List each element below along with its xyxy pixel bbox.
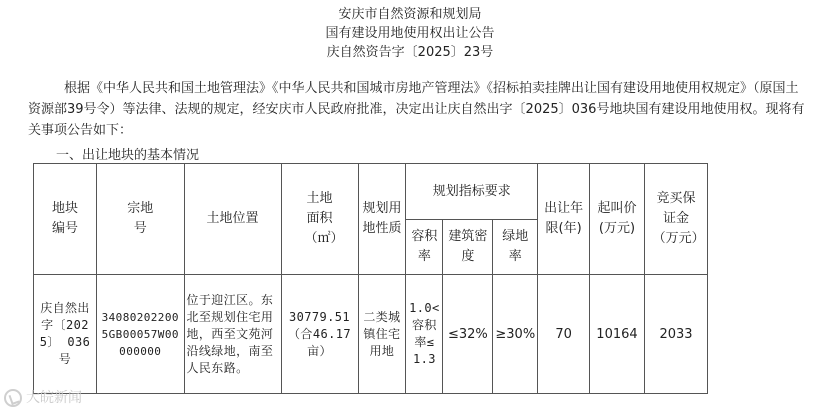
header-far: 容积率 bbox=[406, 220, 443, 275]
header-start-price: 起叫价(万元) bbox=[589, 164, 644, 275]
cell-parcel-no: 庆自然出字〔2025〕 036号 bbox=[34, 275, 97, 394]
cell-term: 70 bbox=[538, 275, 590, 394]
header-green-ratio: 绿地率 bbox=[493, 220, 538, 275]
agency-name: 安庆市自然资源和规划局 bbox=[338, 7, 482, 22]
parcel-table bbox=[33, 163, 708, 394]
section-heading: 一、出让地块的基本情况 bbox=[56, 148, 200, 163]
notice-title: 国有建设用地使用权出让公告 bbox=[325, 26, 495, 41]
header-area: 土地面积（㎡） bbox=[281, 164, 358, 275]
cell-deposit: 2033 bbox=[644, 275, 707, 394]
watermark-text: 大皖新闻 bbox=[26, 390, 82, 406]
watermark bbox=[4, 388, 82, 408]
header-location: 土地位置 bbox=[184, 164, 281, 275]
cell-land-use: 二类城镇住宅用地 bbox=[358, 275, 406, 394]
cell-lot-no: 340802022005GB00057W00000000 bbox=[97, 275, 185, 394]
header-planning-requirements: 规划指标要求 bbox=[406, 164, 538, 220]
cell-area: 30779.51（合46.17亩） bbox=[281, 275, 358, 394]
cell-start-price: 10164 bbox=[589, 275, 644, 394]
cell-location: 位于迎江区。东北至规划住宅用地，西至文苑河沿线绿地，南至人民东路。 bbox=[184, 275, 281, 394]
header-deposit: 竞买保证金（万元） bbox=[644, 164, 707, 275]
news-logo-icon bbox=[4, 389, 22, 407]
header-term: 出让年限(年) bbox=[538, 164, 590, 275]
document-number: 庆自然资告字〔2025〕23号 bbox=[326, 45, 494, 60]
cell-green-ratio: ≥30% bbox=[493, 275, 538, 394]
intro-paragraph: 根据《中华人民共和国土地管理法》《中华人民共和国城市房地产管理法》《招标拍卖挂牌出让国有建设用地使用权规定》（原国土资源部39号令）等法律、法规的规定，经安庆市人民政府批准，决定出让庆自然出字〔2025〕036号地块国有建设用地使用权。现将有关事项公告如下： bbox=[28, 81, 805, 138]
header-lot-no: 宗地号 bbox=[97, 164, 185, 275]
header-land-use: 规划用地性质 bbox=[358, 164, 406, 275]
cell-density: ≤32% bbox=[443, 275, 493, 394]
header-density: 建筑密度 bbox=[443, 220, 493, 275]
cell-far: 1.0<容积率≤1.3 bbox=[406, 275, 443, 394]
header-parcel-no: 地块编号 bbox=[34, 164, 97, 275]
